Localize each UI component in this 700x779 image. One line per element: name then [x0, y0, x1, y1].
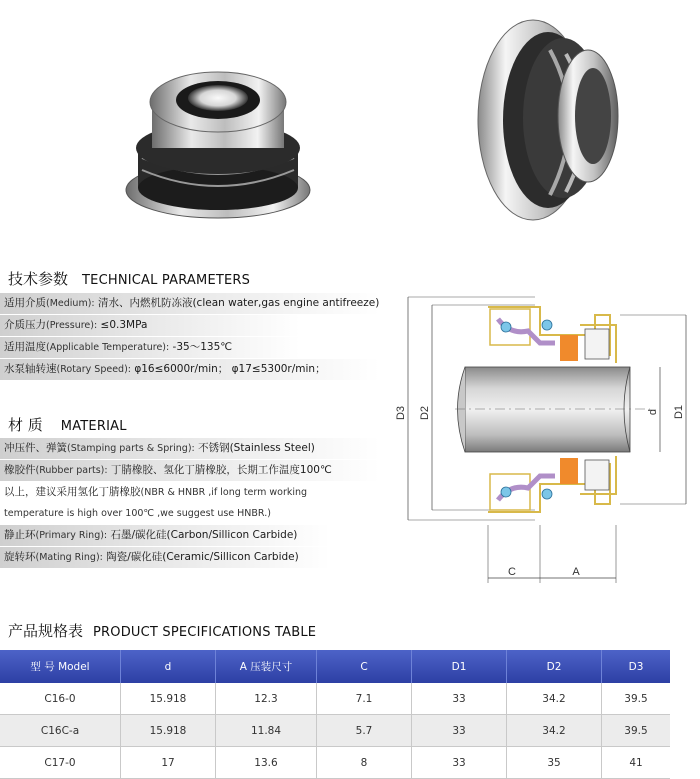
table-row: C16C-a 15.918 11.84 5.7 33 34.2 39.5: [0, 715, 670, 747]
param-row-pressure: 介质压力(Pressure): ≤0.3MPa: [0, 315, 300, 336]
material-title-en: MATERIAL: [60, 419, 127, 434]
table-row: C17-0 17 13.6 8 33 35 41: [0, 747, 670, 779]
label-d: d: [647, 408, 659, 416]
col-header-a: A 压装尺寸: [216, 650, 317, 683]
param-row-medium: 适用介质(Medium): 清水、内燃机防冻液(clean water,gas engine antifreeze): [0, 293, 380, 314]
material-title-zh: 材 质: [8, 416, 43, 434]
seal-photo-left: [100, 40, 330, 230]
label-d1: D1: [673, 404, 685, 420]
spec-table-title: [8, 620, 316, 641]
material-row-rubber-cont1: 以上，建议采用氢化丁腈橡胶(NBR & HNBR ,if long term working: [4, 486, 308, 498]
material-row-rubber: 橡胶件(Rubber parts): 丁腈橡胶、氢化丁腈橡胶，长期工作温度100℃: [0, 460, 380, 481]
seal-cross-section-diagram: [380, 285, 700, 590]
col-header-d1: D1: [412, 650, 507, 683]
material-row-primary-ring: 静止环(Primary Ring): 石墨/碳化硅(Carbon/Sillicon Carbide): [0, 525, 330, 546]
param-row-speed: 水泵轴转速(Rotary Speed): φ16≤6000r/min； φ17≤5300r/min；: [0, 359, 380, 380]
label-d2: D2: [419, 405, 431, 421]
col-header-d3: D3: [602, 650, 671, 683]
col-header-model: 型 号 Model: [0, 650, 121, 683]
param-row-temperature: 适用温度(Applicable Temperature): -35～135℃: [0, 337, 300, 358]
material-row-rubber-cont2: temperature is high over 100℃ ,we suggest use HNBR.): [4, 508, 271, 519]
technical-title-zh: 技术参数: [8, 270, 69, 288]
spec-title-en: PRODUCT SPECIFICATIONS TABLE: [93, 625, 317, 640]
material-row-mating-ring: 旋转环(Mating Ring): 陶瓷/碳化硅(Ceramic/Sillicon Carbide): [0, 547, 330, 568]
col-header-c: C: [317, 650, 412, 683]
spec-title-zh: 产品规格表: [8, 622, 84, 640]
col-header-d2: D2: [507, 650, 602, 683]
material-section-title: [8, 414, 127, 435]
label-a: A: [572, 566, 580, 578]
col-header-d: d: [121, 650, 216, 683]
technical-section-title: [8, 268, 250, 289]
seal-photo-right: [438, 10, 638, 235]
label-c: C: [508, 566, 516, 578]
material-row-stamping: 冲压件、弹簧(Stamping parts & Spring): 不锈钢(Stainless Steel): [0, 438, 380, 459]
table-row: C16-0 15.918 12.3 7.1 33 34.2 39.5: [0, 683, 670, 715]
technical-title-en: TECHNICAL PARAMETERS: [82, 273, 251, 288]
spec-table: [0, 650, 670, 779]
spec-table-header-row: [0, 650, 670, 683]
label-d3: D3: [395, 405, 407, 421]
